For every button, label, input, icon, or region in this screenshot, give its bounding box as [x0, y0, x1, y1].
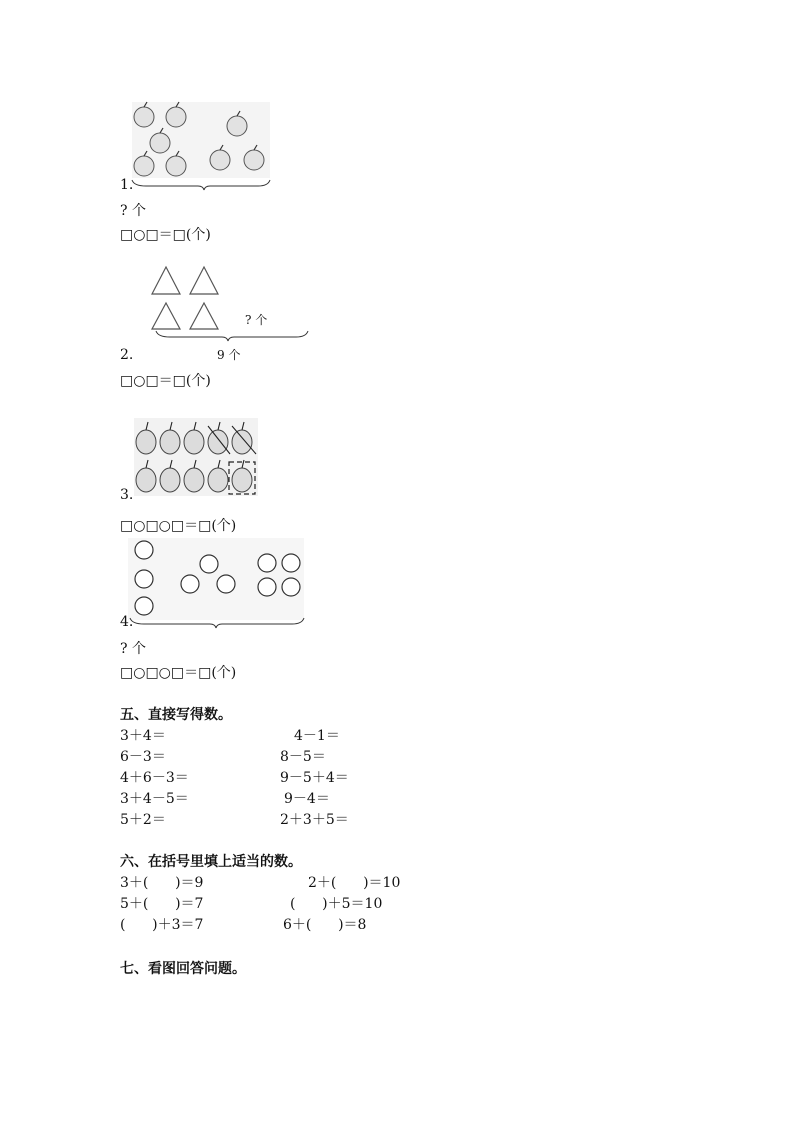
circles-figure	[126, 536, 308, 630]
problem-1-number: 1.	[120, 177, 134, 193]
pears-figure	[132, 416, 262, 498]
s5-left-1: 3＋4＝	[120, 728, 166, 744]
problem-2-equation: □○□＝□(个)	[120, 373, 211, 389]
s6-right-3: 6＋( )＝8	[283, 917, 367, 933]
problem-4-number: 4.	[120, 614, 134, 630]
s6-left-1: 3＋( )＝9	[120, 875, 204, 891]
s5-left-2: 6－3＝	[120, 749, 166, 765]
triangles-figure	[140, 265, 320, 350]
s5-left-5: 5＋2＝	[120, 812, 166, 828]
s5-right-2: 8－5＝	[280, 749, 326, 765]
s6-right-1: 2＋( )＝10	[308, 875, 401, 891]
problem-3-equation: □○□○□＝□(个)	[120, 518, 237, 534]
apples-figure	[126, 100, 276, 190]
s6-left-2: 5＋( )＝7	[120, 896, 204, 912]
section-6-title: 六、在括号里填上适当的数。	[120, 854, 302, 870]
problem-1-question: ? 个	[120, 203, 146, 219]
problem-2-total-label: 9 个	[217, 348, 241, 362]
problem-2-question-label: ? 个	[245, 313, 268, 327]
s5-right-5: 2＋3＋5＝	[280, 812, 349, 828]
problem-4-equation: □○□○□＝□(个)	[120, 665, 237, 681]
s5-right-3: 9－5＋4＝	[280, 770, 349, 786]
problem-2-number: 2.	[120, 347, 134, 363]
s5-left-3: 4＋6－3＝	[120, 770, 189, 786]
problem-4-question: ? 个	[120, 641, 146, 657]
s5-left-4: 3＋4－5＝	[120, 791, 189, 807]
s5-right-4: 9－4＝	[284, 791, 330, 807]
problem-3-number: 3.	[120, 487, 134, 503]
s6-left-3: ( )＋3＝7	[120, 917, 204, 933]
problem-1-equation: □○□＝□(个)	[120, 227, 211, 243]
s6-right-2: ( )＋5＝10	[290, 896, 383, 912]
section-7-title: 七、看图回答问题。	[120, 961, 246, 977]
s5-right-1: 4－1＝	[294, 728, 340, 744]
section-5-title: 五、直接写得数。	[120, 707, 232, 723]
